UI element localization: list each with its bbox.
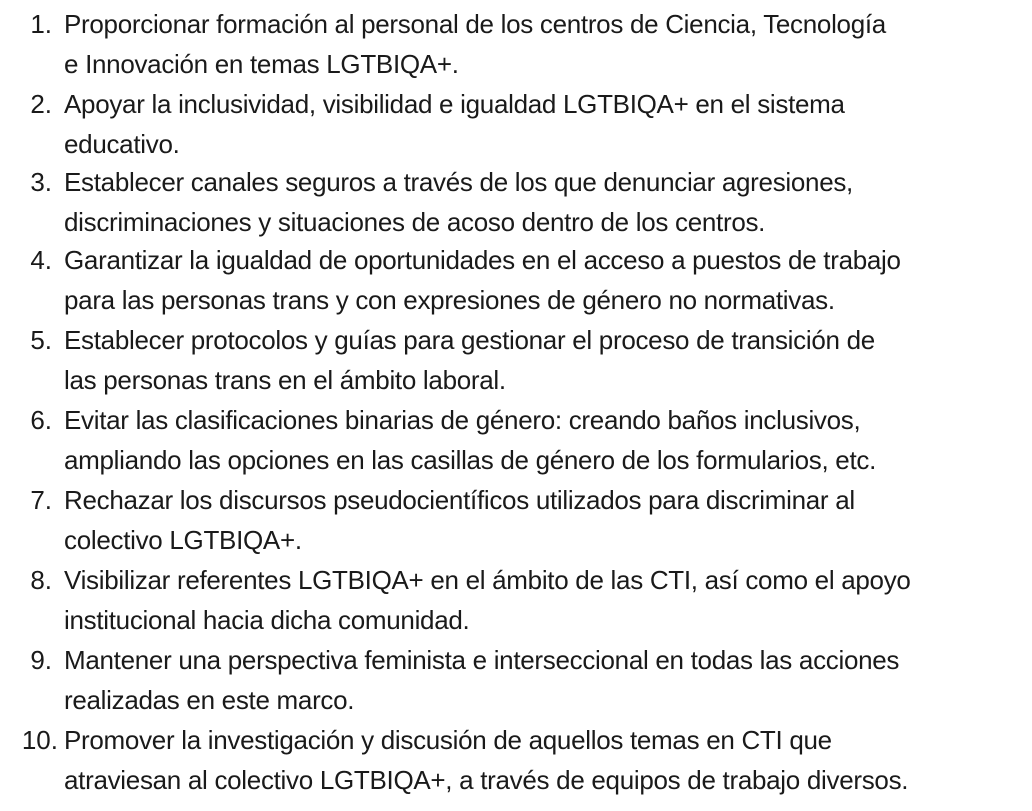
list-item-line: discriminaciones y situaciones de acoso dentro de los centros.	[64, 207, 766, 237]
list-item-number: 3.	[30, 167, 52, 197]
list-item-line: Mantener una perspectiva feminista e interseccional en todas las acciones	[64, 645, 900, 675]
list-item-text	[64, 320, 1022, 400]
list-item-line: colectivo LGTBIQA+.	[64, 525, 302, 555]
list-item-line: Evitar las clasificaciones binarias de género: creando baños inclusivos,	[64, 405, 861, 435]
list-item-text	[64, 640, 1022, 720]
list-item-number: 2.	[30, 89, 52, 119]
list-item-line: educativo.	[64, 129, 180, 159]
list-item-text	[64, 4, 1022, 84]
list-item-number: 5.	[30, 325, 52, 355]
list-item-line: Visibilizar referentes LGTBIQA+ en el ámbito de las CTI, así como el apoyo	[64, 565, 911, 595]
list-item-line: Promover la investigación y discusión de aquellos temas en CTI que	[64, 725, 832, 755]
list-item-line: para las personas trans y con expresiones de género no normativas.	[64, 285, 835, 315]
list-item-line: Rechazar los discursos pseudocientíficos utilizados para discriminar al	[64, 485, 855, 515]
list-item-number: 8.	[30, 565, 52, 595]
list-item-number: 6.	[30, 405, 52, 435]
list-item-line: Garantizar la igualdad de oportunidades en el acceso a puestos de trabajo	[64, 245, 901, 275]
list-item-text	[64, 162, 1022, 242]
list-item-number: 1.	[30, 9, 52, 39]
list-item-number: 9.	[30, 645, 52, 675]
list-item-text	[64, 480, 1022, 560]
list-item-number: 7.	[30, 485, 52, 515]
list-item-line: institucional hacia dicha comunidad.	[64, 605, 470, 635]
list-item-line: e Innovación en temas LGTBIQA+.	[64, 49, 459, 79]
list-item-line: Proporcionar formación al personal de los centros de Ciencia, Tecnología	[64, 9, 886, 39]
list-item-line: Establecer protocolos y guías para gestionar el proceso de transición de	[64, 325, 875, 355]
list-item-number: 10.	[21, 725, 58, 755]
list-item-line: atraviesan al colectivo LGTBIQA+, a través de equipos de trabajo diversos.	[64, 765, 909, 795]
list-item-text	[64, 240, 1022, 320]
list-item-line: Establecer canales seguros a través de los que denunciar agresiones,	[64, 167, 853, 197]
list-item-text	[64, 84, 1022, 164]
list-item-line: realizadas en este marco.	[64, 685, 355, 715]
list-item-text	[64, 400, 1022, 480]
list-item-line: Apoyar la inclusividad, visibilidad e igualdad LGTBIQA+ en el sistema	[64, 89, 845, 119]
list-item-text	[64, 560, 1022, 640]
list-item-number: 4.	[30, 245, 52, 275]
list-item-line: ampliando las opciones en las casillas de género de los formularios, etc.	[64, 445, 877, 475]
list-item-text	[64, 720, 1022, 800]
list-item-line: las personas trans en el ámbito laboral.	[64, 365, 506, 395]
